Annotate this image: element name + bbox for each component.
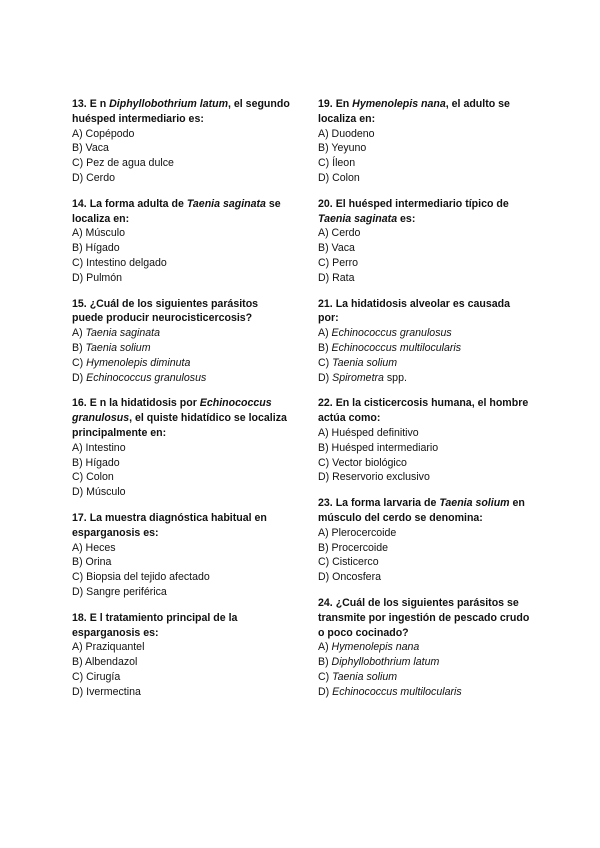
answer-option [72,541,290,556]
text-run: E n la hidatidosis por [89,397,200,410]
text-run: D) [318,685,333,698]
text-run: D) Músculo [72,486,126,499]
text-run: B) Huésped intermediario [318,441,439,454]
text-run: B) Orina [72,556,112,569]
answer-option [318,655,533,670]
text-run: E n [89,98,110,110]
answer-option [318,555,533,570]
question-block [72,611,290,700]
italic-text: Taenia solium [332,356,398,369]
text-run: C) [318,670,333,683]
text-run: A) Plerocercoide [318,526,397,539]
text-run: en músculo del cerdo se denomina: [318,497,525,524]
text-run: D) Pulmón [72,271,123,284]
text-run: C) Cisticerco [318,556,379,569]
question-number: 21. [318,297,333,310]
text-run: La forma larvaria de [335,497,440,510]
text-run: A) Heces [72,541,116,554]
question-block [318,297,533,386]
question-block [318,396,533,485]
answer-option [318,356,533,371]
text-run: C) [72,356,87,369]
italic-text: Echinococcus multilocularis [332,685,462,698]
answer-option [72,670,290,685]
answer-option [72,555,290,570]
italic-text: Hymenolepis diminuta [86,356,191,369]
text-run: B) Hígado [72,456,120,469]
answer-option [318,441,533,456]
question-number: 16. [72,397,87,410]
italic-text: Diphyllobothrium latum [331,656,440,669]
question-block [72,511,290,600]
answer-option [318,156,533,171]
text-run: B) Albendazol [72,656,138,669]
question-title [72,611,290,641]
italic-text: Echinococcus granulosus [86,371,207,384]
answer-option [318,341,533,356]
answer-option [318,256,533,271]
answer-option [72,356,290,371]
answer-option [318,141,533,156]
answer-option [72,226,290,241]
text-run: A) [318,327,332,340]
text-run: B) Procercoide [318,541,389,554]
text-run: A) Duodeno [318,127,375,140]
text-run: C) Pez de agua dulce [72,157,174,170]
question-number: 14. [72,197,87,210]
text-run: D) Rata [318,271,355,284]
text-run: se localiza en: [72,197,281,225]
text-run: ¿Cuál de los siguientes parásitos puede producir neurocisticercosis? [72,297,259,325]
question-title [72,97,290,127]
text-run: C) Colon [72,471,114,484]
answer-option [318,171,533,186]
italic-text: Taenia solium [85,341,151,354]
answer-option [72,655,290,670]
answer-option [72,441,290,456]
text-run: D) Cerdo [72,171,115,184]
question-number: 22. [318,397,333,410]
text-run: D) [318,371,333,384]
text-run: A) Copépodo [72,127,135,140]
answer-option [72,585,290,600]
question-title [318,97,533,127]
text-run: D) Oncosfera [318,571,381,584]
answer-option [72,127,290,142]
question-block [72,297,290,386]
answer-option [318,526,533,541]
text-run: B) [318,656,332,669]
question-number: 20. [318,197,333,210]
answer-option [318,271,533,286]
question-title [318,496,533,526]
answer-option [72,171,290,186]
text-run: A) Cerdo [318,227,361,240]
italic-text: Taenia solium [439,497,510,510]
italic-text: Echinococcus granulosus [72,397,272,425]
text-run: spp. [383,371,407,384]
right-column [318,97,533,710]
question-block [72,396,290,500]
text-run: C) Íleon [318,157,356,170]
text-run: A) Praziquantel [72,641,145,654]
question-number: 15. [72,297,87,310]
answer-option [72,685,290,700]
answer-option [318,640,533,655]
italic-text: Taenia saginata [85,327,160,340]
italic-text: Spirometra [332,371,384,384]
question-title [72,396,290,440]
text-run: A) [72,327,86,340]
text-run: A) Músculo [72,227,125,240]
text-run: C) Vector biológico [318,456,407,469]
question-number: 13. [72,98,87,110]
italic-text: Hymenolepis nana [331,641,420,654]
answer-option [318,685,533,700]
text-run: B) [72,341,86,354]
question-title [318,197,533,227]
question-title [72,197,290,227]
text-run: La hidatidosis alveolar es causada por: [318,297,510,325]
answer-option [318,241,533,256]
text-run: B) Vaca [318,242,355,255]
text-run: C) Perro [318,256,359,269]
text-run: C) Biopsia del tejido afectado [72,571,210,584]
answer-option [72,141,290,156]
text-run: , el segundo huésped intermediario es: [72,98,290,125]
question-block [318,97,533,186]
question-block [318,197,533,286]
text-run: En la cisticercosis humana, el hombre actúa como: [318,397,529,425]
answer-option [318,426,533,441]
question-block [72,97,290,186]
answer-option [72,326,290,341]
answer-option [318,326,533,341]
answer-option [318,570,533,585]
answer-option [318,127,533,142]
text-run: B) [318,341,332,354]
text-run: E l tratamiento principal de la esparganosis es: [72,611,238,639]
text-run: B) Hígado [72,242,120,255]
italic-text: Diphyllobothrium latum [109,98,229,110]
answer-option [318,670,533,685]
question-block [72,197,290,286]
question-number: 23. [318,497,333,510]
question-number: 18. [72,611,87,624]
question-title [72,297,290,327]
text-run: A) Intestino [72,441,126,454]
text-run: , el adulto se localiza en: [318,98,510,125]
question-block [318,596,533,700]
text-run: C) [318,356,333,369]
italic-text: Echinococcus granulosus [331,327,452,340]
question-title [318,596,533,640]
text-run: es: [397,212,416,225]
answer-option [72,256,290,271]
text-run: D) Colon [318,171,360,184]
answer-option [72,485,290,500]
answer-option [72,271,290,286]
answer-option [72,640,290,655]
text-run: A) [318,641,332,654]
text-run: La forma adulta de [89,197,187,210]
question-number: 19. [318,98,333,110]
text-run: La muestra diagnóstica habitual en esparganosis es: [72,511,267,539]
text-run: C) Intestino delgado [72,256,167,269]
text-run: D) Reservorio exclusivo [318,471,430,484]
italic-text: Taenia saginata [318,212,398,225]
question-block [318,496,533,585]
answer-option [318,226,533,241]
answer-option [72,156,290,171]
text-run: En [335,98,353,110]
italic-text: Hymenolepis nana [352,98,446,110]
question-number: 24. [318,596,333,609]
text-run: B) Vaca [72,142,109,155]
text-run: ¿Cuál de los siguientes parásitos se transmite por ingestión de pescado crudo o poco cocinado? [318,596,530,639]
answer-option [318,541,533,556]
question-number: 17. [72,511,87,524]
answer-option [72,570,290,585]
answer-option [72,456,290,471]
text-run: C) Cirugía [72,670,121,683]
question-title [72,511,290,541]
answer-option [318,371,533,386]
italic-text: Echinococcus multilocularis [331,341,462,354]
text-run: A) Huésped definitivo [318,426,419,439]
left-column [72,97,290,710]
answer-option [318,456,533,471]
text-run: D) [72,371,87,384]
question-title [318,297,533,327]
text-run: , el quiste hidatídico se localiza principalmente en: [72,412,287,439]
answer-option [72,371,290,386]
italic-text: Taenia saginata [186,197,266,210]
text-run: B) Yeyuno [318,142,367,155]
italic-text: Taenia solium [332,670,398,683]
text-run: D) Sangre periférica [72,585,167,598]
answer-option [72,470,290,485]
text-run: El huésped intermediario típico de [335,197,509,210]
answer-option [72,241,290,256]
answer-option [72,341,290,356]
text-run: D) Ivermectina [72,685,141,698]
question-title [318,396,533,426]
answer-option [318,470,533,485]
